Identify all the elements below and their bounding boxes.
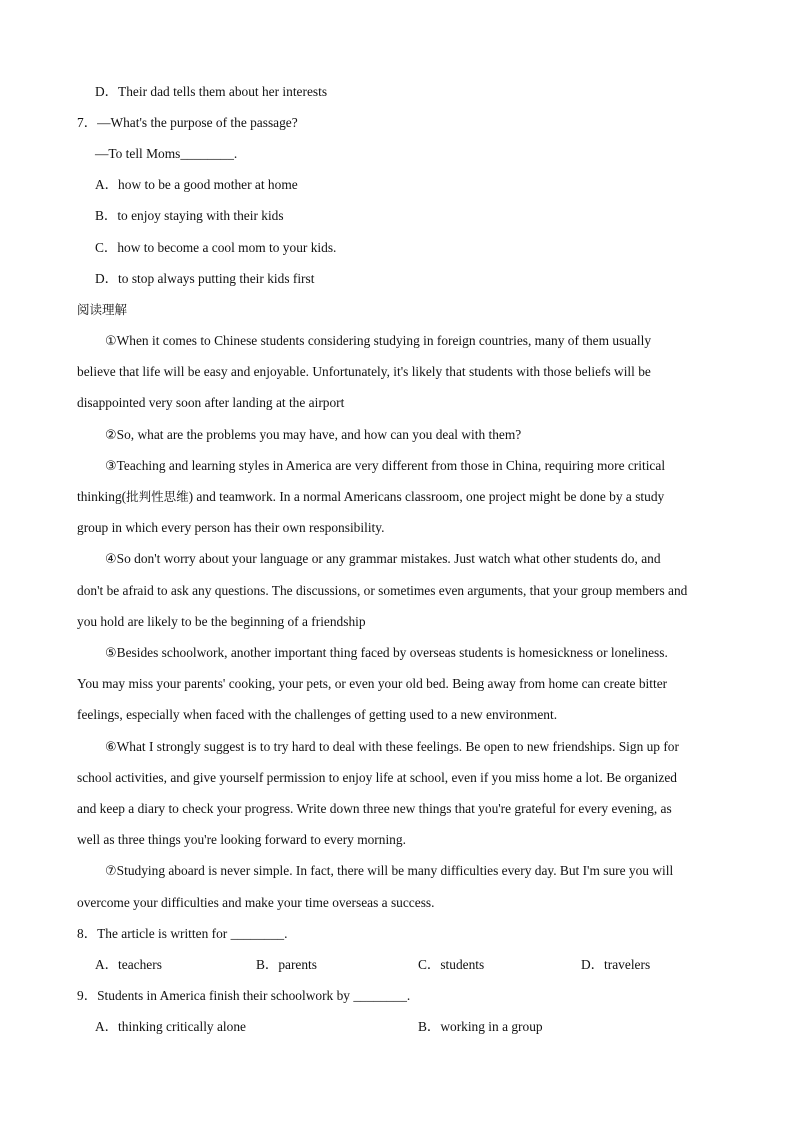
paragraph-3-line-2 — [77, 489, 664, 505]
paragraph-6-line-4: well as three things you're looking forward to every morning. — [77, 832, 406, 847]
paragraph-6-line-2: school activities, and give yourself permission to enjoy life at school, even if you miss home a lot. Be organized — [77, 770, 677, 785]
paragraph-number-2: ② — [105, 428, 117, 443]
question-7-option-a: A．how to be a good mother at home — [95, 177, 298, 192]
paragraph-text: Teaching and learning styles in America are very different from those in China, requiring more critical — [116, 458, 666, 473]
question-7-option-d: D．to stop always putting their kids first — [95, 271, 315, 286]
paragraph-number-5: ⑤ — [105, 646, 117, 661]
paragraph-number-6: ⑥ — [105, 740, 117, 755]
paragraph-2-line-1 — [105, 427, 521, 444]
question-9-option-a: A．thinking critically alone — [95, 1019, 246, 1034]
question-7-option-b: B．to enjoy staying with their kids — [95, 208, 284, 223]
paragraph-text: ) and teamwork. In a normal Americans classroom, one project might be done by a study — [188, 489, 665, 504]
paragraph-number-7: ⑦ — [105, 864, 117, 879]
paragraph-4-line-3: you hold are likely to be the beginning of a friendship — [77, 614, 366, 629]
paragraph-number-3: ③ — [105, 459, 117, 474]
question-8-option-a: A．teachers — [95, 957, 162, 972]
question-9-option-b: B．working in a group — [418, 1019, 543, 1034]
section-title: 阅读理解 — [77, 302, 128, 317]
paragraph-text: thinking( — [77, 489, 127, 504]
paragraph-5-line-3: feelings, especially when faced with the challenges of getting used to a new environment. — [77, 707, 558, 722]
paragraph-7-line-2: overcome your difficulties and make your time overseas a success. — [77, 895, 435, 910]
question-7-prompt: —To tell Moms________. — [95, 146, 238, 161]
paragraph-6-line-3: and keep a diary to check your progress. Write down three new things that you're grateful for every evening, as — [77, 801, 672, 816]
paragraph-7-line-1 — [105, 863, 673, 880]
paragraph-5-line-2: You may miss your parents' cooking, your pets, or even your old bed. Being away from home can create bitter — [77, 676, 668, 691]
question-7-stem: 7．—What's the purpose of the passage? — [77, 115, 298, 130]
paragraph-1-line-1 — [105, 333, 651, 350]
question-7-option-c: C．how to become a cool mom to your kids. — [95, 240, 337, 255]
question-6-option-d: D．Their dad tells them about her interests — [95, 84, 328, 99]
paragraph-number-1: ① — [105, 334, 117, 349]
paragraph-text: So don't worry about your language or any grammar mistakes. Just watch what other students do, and — [116, 551, 661, 566]
paragraph-text: What I strongly suggest is to try hard to deal with these feelings. Be open to new friendships. Sign up for — [116, 739, 679, 754]
chinese-gloss: 批判性思维 — [126, 489, 189, 504]
question-8-option-b: B．parents — [256, 957, 317, 972]
paragraph-3-line-3: group in which every person has their own responsibility. — [77, 520, 385, 535]
paragraph-text: When it comes to Chinese students considering studying in foreign countries, many of them usually — [116, 333, 652, 348]
paragraph-5-line-1 — [105, 645, 668, 662]
paragraph-text: So, what are the problems you may have, and how can you deal with them? — [116, 427, 522, 442]
paragraph-number-4: ④ — [105, 552, 117, 567]
paragraph-text: Besides schoolwork, another important thing faced by overseas students is homesickness or loneliness. — [116, 645, 668, 660]
paragraph-4-line-2: don't be afraid to ask any questions. The discussions, or sometimes even arguments, that your group members and — [77, 583, 688, 598]
question-8-stem: 8．The article is written for ________. — [77, 926, 288, 941]
question-8-option-d: D．travelers — [581, 957, 651, 972]
question-8-option-c: C．students — [418, 957, 485, 972]
paragraph-3-line-1 — [105, 458, 665, 475]
paragraph-4-line-1 — [105, 551, 661, 568]
paragraph-1-line-3: disappointed very soon after landing at the airport — [77, 395, 345, 410]
paragraph-6-line-1 — [105, 739, 679, 756]
question-9-stem: 9．Students in America finish their schoolwork by ________. — [77, 988, 411, 1003]
paragraph-1-line-2: believe that life will be easy and enjoyable. Unfortunately, it's likely that students with those beliefs will be — [77, 364, 651, 379]
paragraph-text: Studying aboard is never simple. In fact, there will be many difficulties every day. But I'm sure you will — [116, 863, 674, 878]
